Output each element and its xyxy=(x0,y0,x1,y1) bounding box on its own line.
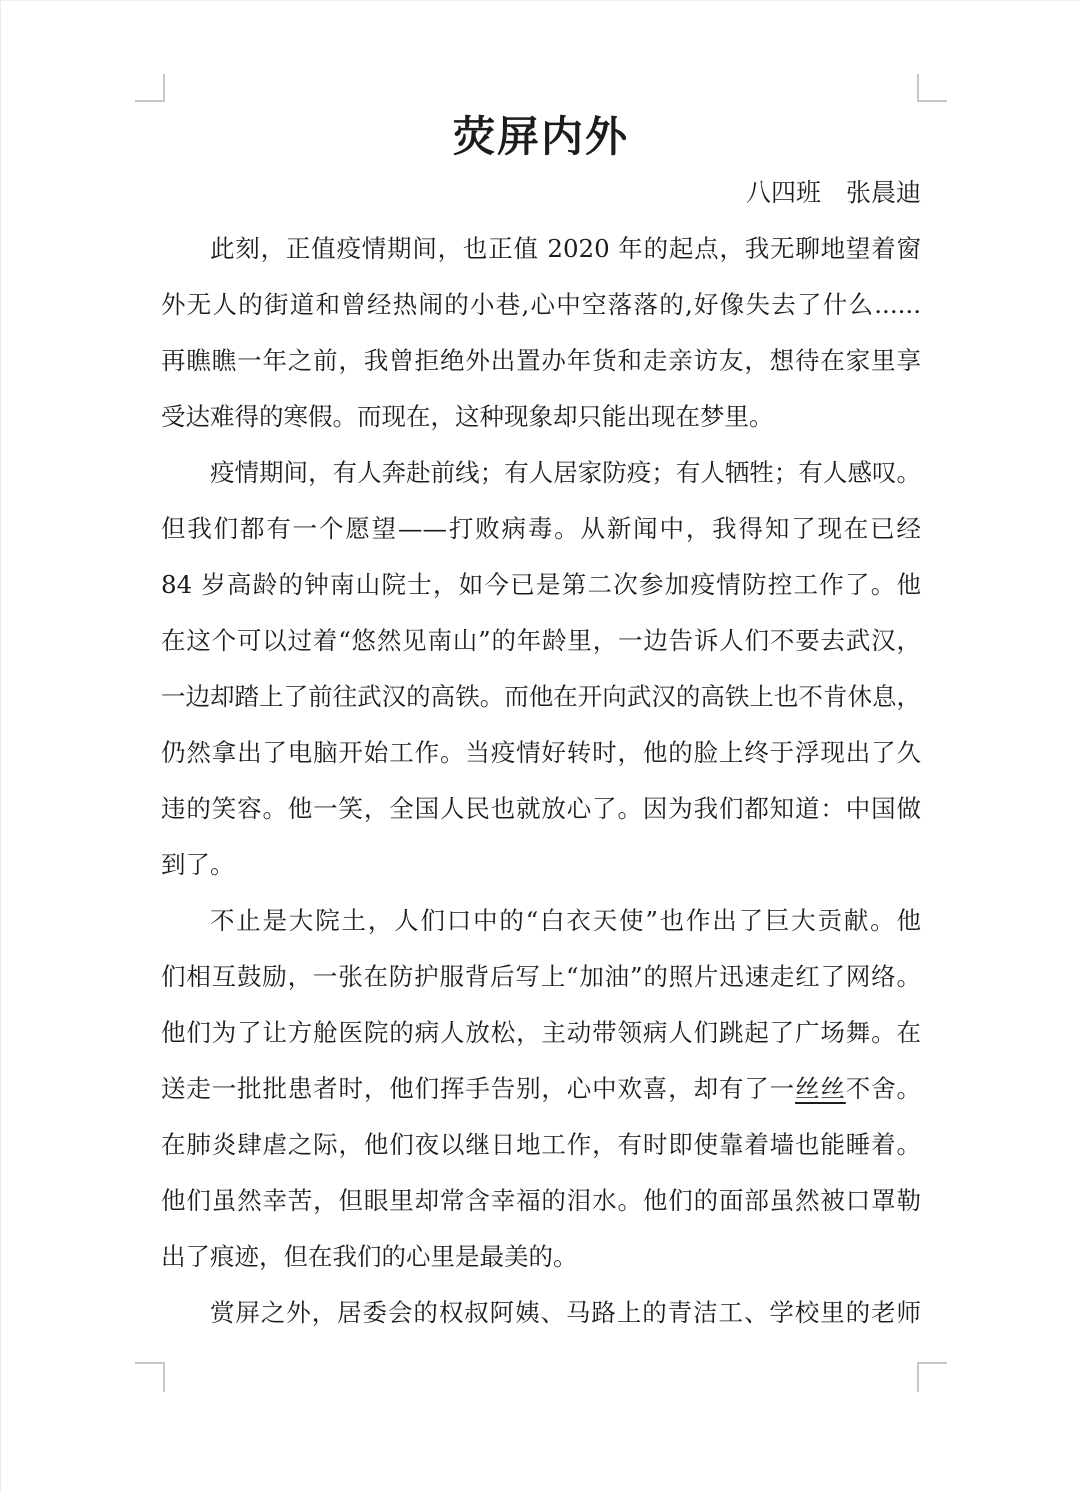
text-segment: 送走一批批患者时，他们挥手告别，心中欢喜，却有了一 xyxy=(161,1074,796,1103)
text-line: 到了。 xyxy=(161,850,235,879)
paragraph-1 xyxy=(161,221,921,445)
text-line: 受达难得的寒假。而现在，这种现象却只能出现在梦里。 xyxy=(161,402,774,431)
text-line: 但我们都有一个愿望——打败病毒。从新闻中，我得知了现在已经 xyxy=(161,514,921,543)
text-line: 此刻，正值疫情期间，也正值 2020 年的起点，我无聊地望着窗 xyxy=(210,234,921,263)
paragraph-4 xyxy=(161,1285,921,1341)
text-line: 他们为了让方舱医院的病人放松，主动带领病人们跳起了广场舞。在 xyxy=(161,1018,921,1047)
text-line: 违的笑容。他一笑，全国人民也就放心了。因为我们都知道：中国做 xyxy=(161,794,921,823)
paragraph-2 xyxy=(161,445,921,893)
document-content xyxy=(161,109,921,1341)
text-line: 在这个可以过着“悠然见南山”的年龄里，一边告诉人们不要去武汉， xyxy=(161,626,921,655)
text-line: 疫情期间，有人奔赴前线；有人居家防疫；有人牺牲；有人感叹。 xyxy=(210,458,921,487)
author-byline: 八四班 张晨迪 xyxy=(745,178,921,207)
paragraph-3 xyxy=(161,893,921,1285)
text-line-with-underline xyxy=(161,1061,921,1117)
text-line: 一边却踏上了前往武汉的高铁。而他在开向武汉的高铁上也不肯休息， xyxy=(161,682,921,711)
text-line: 出了痕迹，但在我们的心里是最美的。 xyxy=(161,1242,578,1271)
text-line: 他们虽然幸苦，但眼里却常含幸福的泪水。他们的面部虽然被口罩勒 xyxy=(161,1186,921,1215)
text-line: 再瞧瞧一年之前，我曾拒绝外出置办年货和走亲访友，想待在家里享 xyxy=(161,346,921,375)
text-line: 在肺炎肆虐之际，他们夜以继日地工作，有时即使靠着墙也能睡着。 xyxy=(161,1130,921,1159)
text-line: 84 岁高龄的钟南山院士，如今已是第二次参加疫情防控工作了。他 xyxy=(161,570,921,599)
document-title: 荧屏内外 xyxy=(452,112,629,161)
text-line: 外无人的街道和曾经热闹的小巷,心中空落落的,好像失去了什么...... xyxy=(161,290,921,319)
underlined-phrase: 丝丝 xyxy=(795,1074,846,1103)
text-line: 赏屏之外，居委会的权叔阿姨、马路上的青洁工、学校里的老师 xyxy=(210,1298,921,1327)
text-line: 不止是大院土，人们口中的“白衣天使”也作出了巨大贡献。他 xyxy=(210,906,921,935)
text-line: 仍然拿出了电脑开始工作。当疫情好转时，他的脸上终于浮现出了久 xyxy=(161,738,921,767)
text-segment: 不舍。 xyxy=(845,1074,922,1103)
text-line: 们相互鼓励，一张在防护服背后写上“加油”的照片迅速走红了网络。 xyxy=(161,962,921,991)
